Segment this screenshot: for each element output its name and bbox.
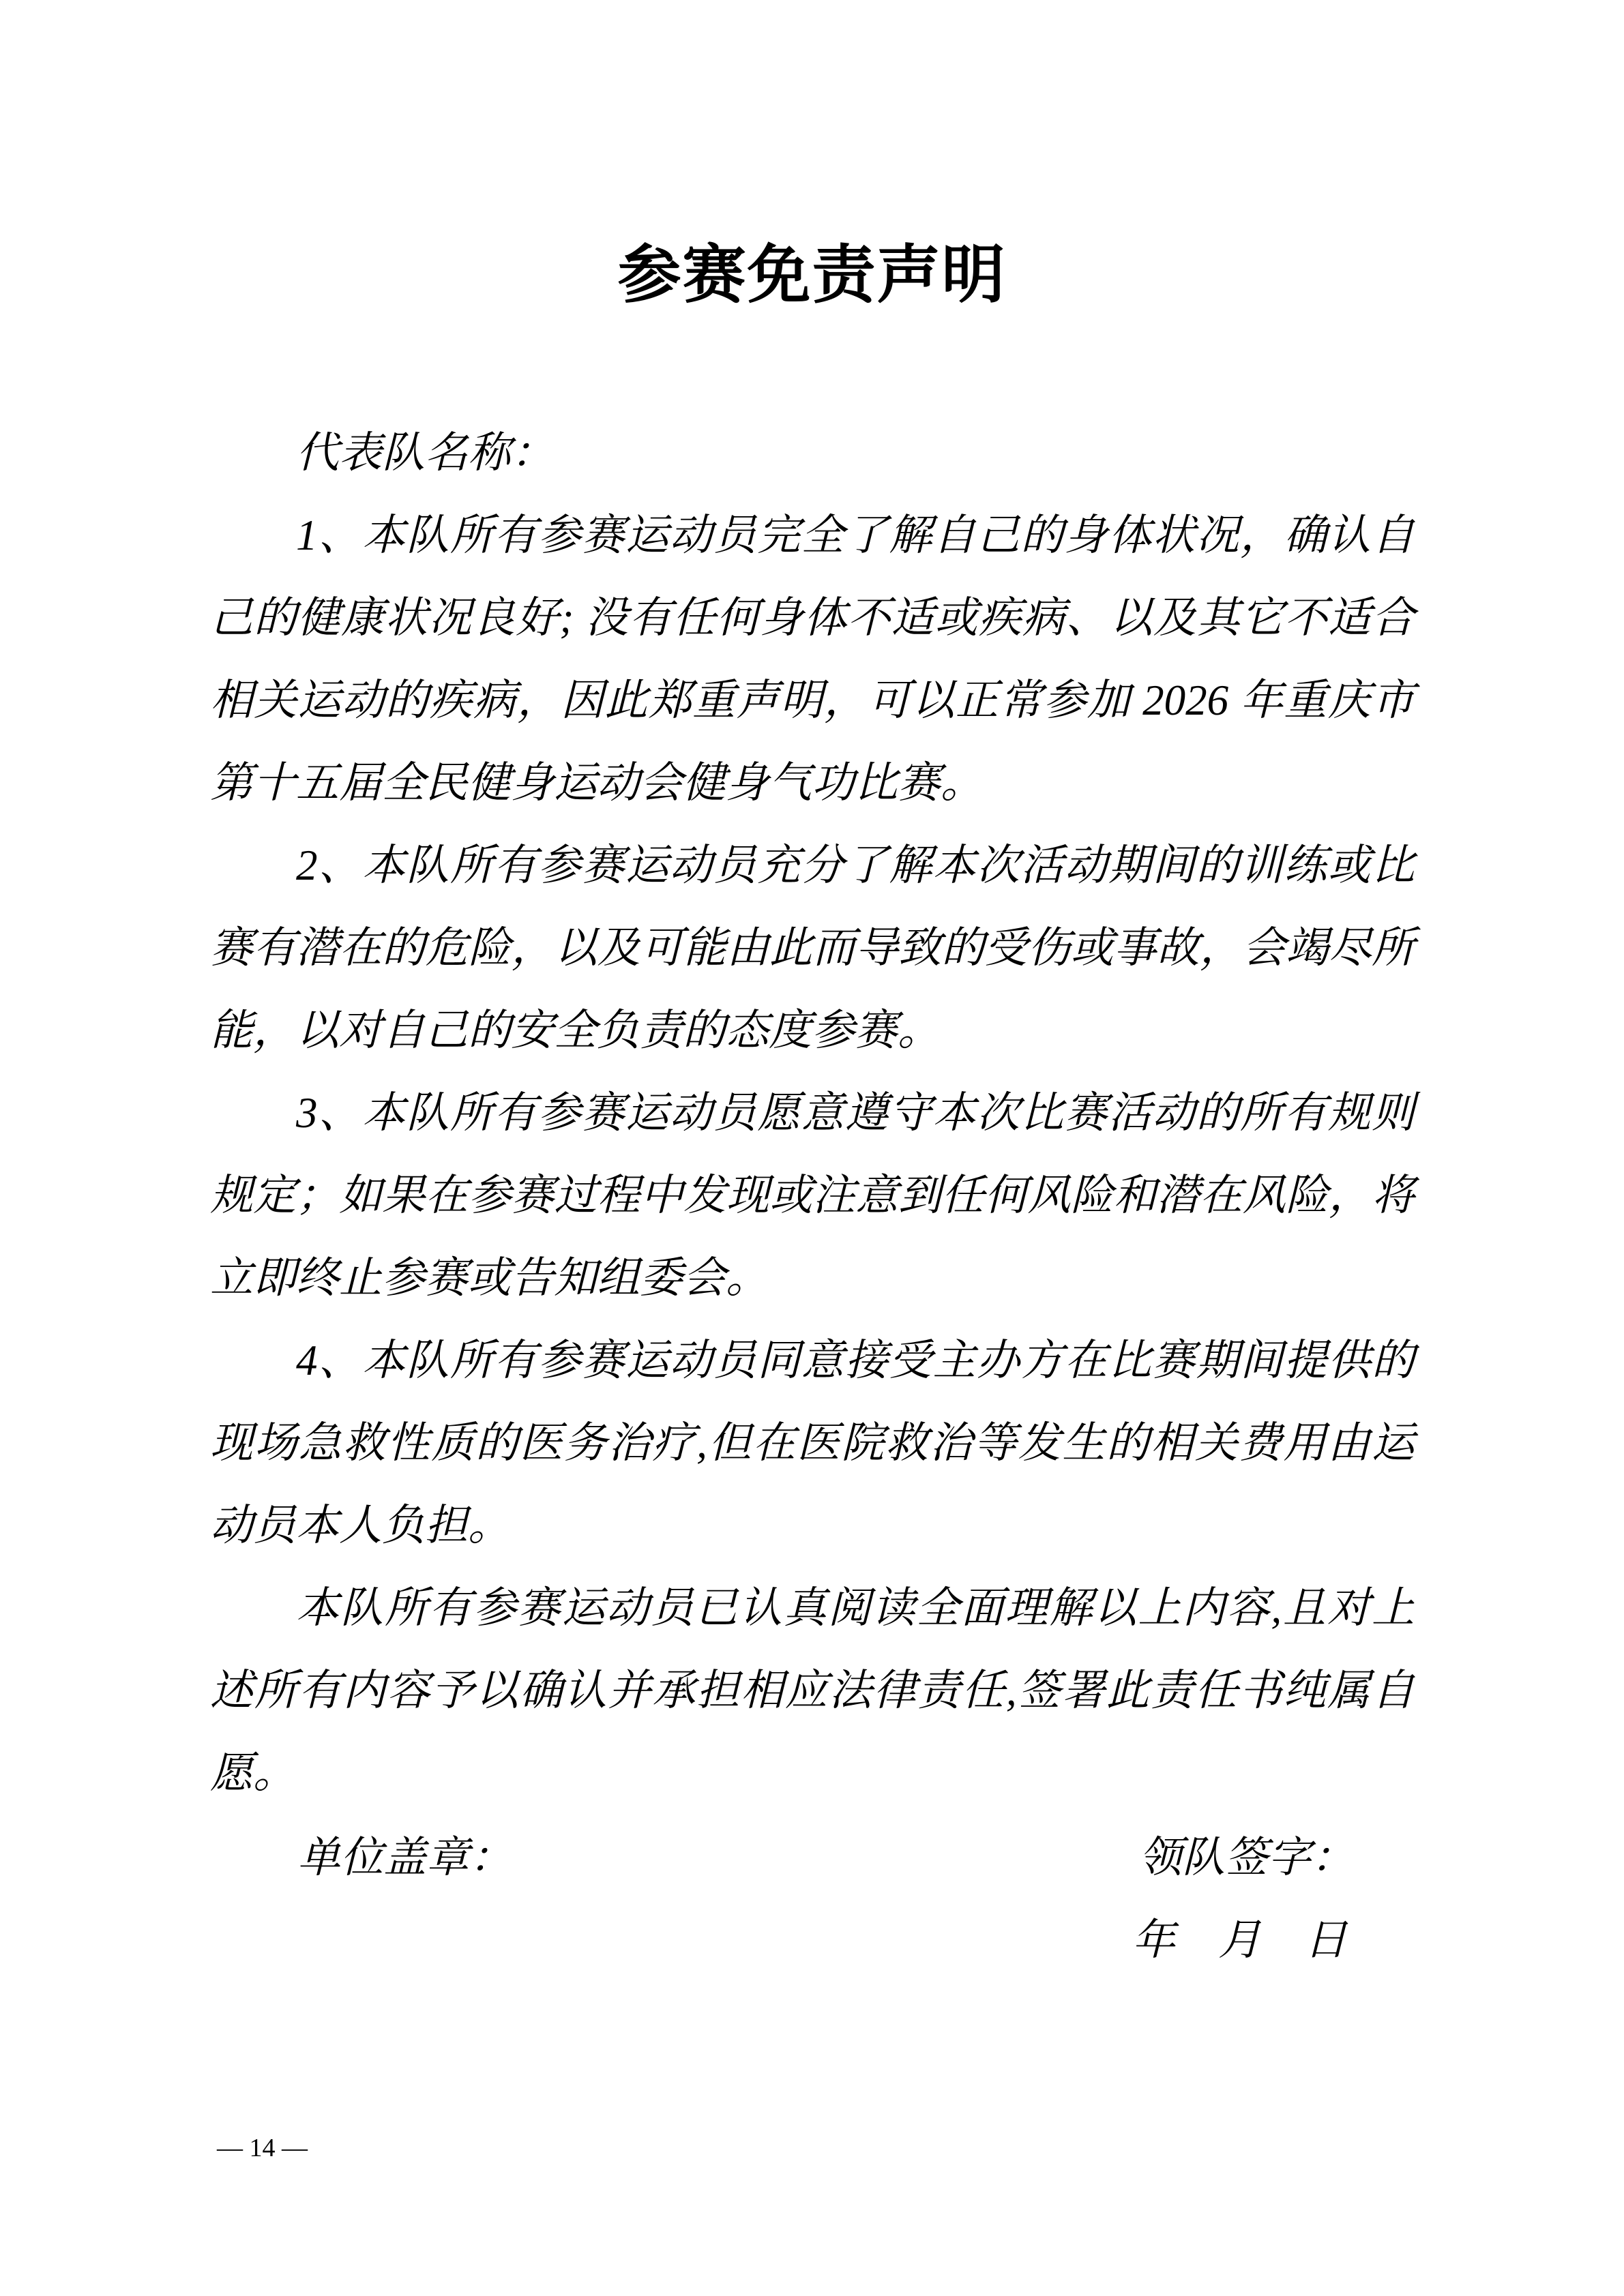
clause-2: 2、本队所有参赛运动员充分了解本次活动期间的训练或比赛有潜在的危险，以及可能由此而导致的受伤或事故，会竭尽所能，以对自己的安全负责的态度参赛。 [210,841,1415,1054]
date-row [210,1899,1415,1982]
team-name-label: 代表队名称： [296,429,554,477]
clause-4: 4、本队所有参赛运动员同意接受主办方在比赛期间提供的现场急救性质的医务治疗,但在医院救治等发生的相关费用由运动员本人负担。 [210,1337,1415,1549]
clause-3: 3、本队所有参赛运动员愿意遵守本次比赛活动的所有规则规定；如果在参赛过程中发现或注意到任何风险和潜在风险，将立即终止参赛或告知组委会。 [210,1089,1415,1302]
acknowledgement-paragraph: 本队所有参赛运动员已认真阅读全面理解以上内容,且对上述所有内容予以确认并承担相应法律责任,签署此责任书纯属自愿。 [210,1584,1415,1797]
page-title: 参赛免责声明 [617,241,1007,311]
date-line-label: 年 月 日 [1132,1916,1347,1964]
document-body [210,412,1415,1815]
unit-stamp-label: 单位盖章： [297,1834,512,1881]
clause-1: 1、本队所有参赛运动员完全了解自己的身体状况，确认自己的健康状况良好; 没有任何身体不适或疾病、以及其它不适合相关运动的疾病，因此郑重声明，可以正常参加 2026 年重庆市第十五届全民健身运动会健身气功比赛。 [210,511,1415,807]
leader-signature-label: 领队签字： [1139,1834,1354,1881]
signature-row [210,1817,1415,1899]
page-number: — 14 — [217,2134,308,2162]
